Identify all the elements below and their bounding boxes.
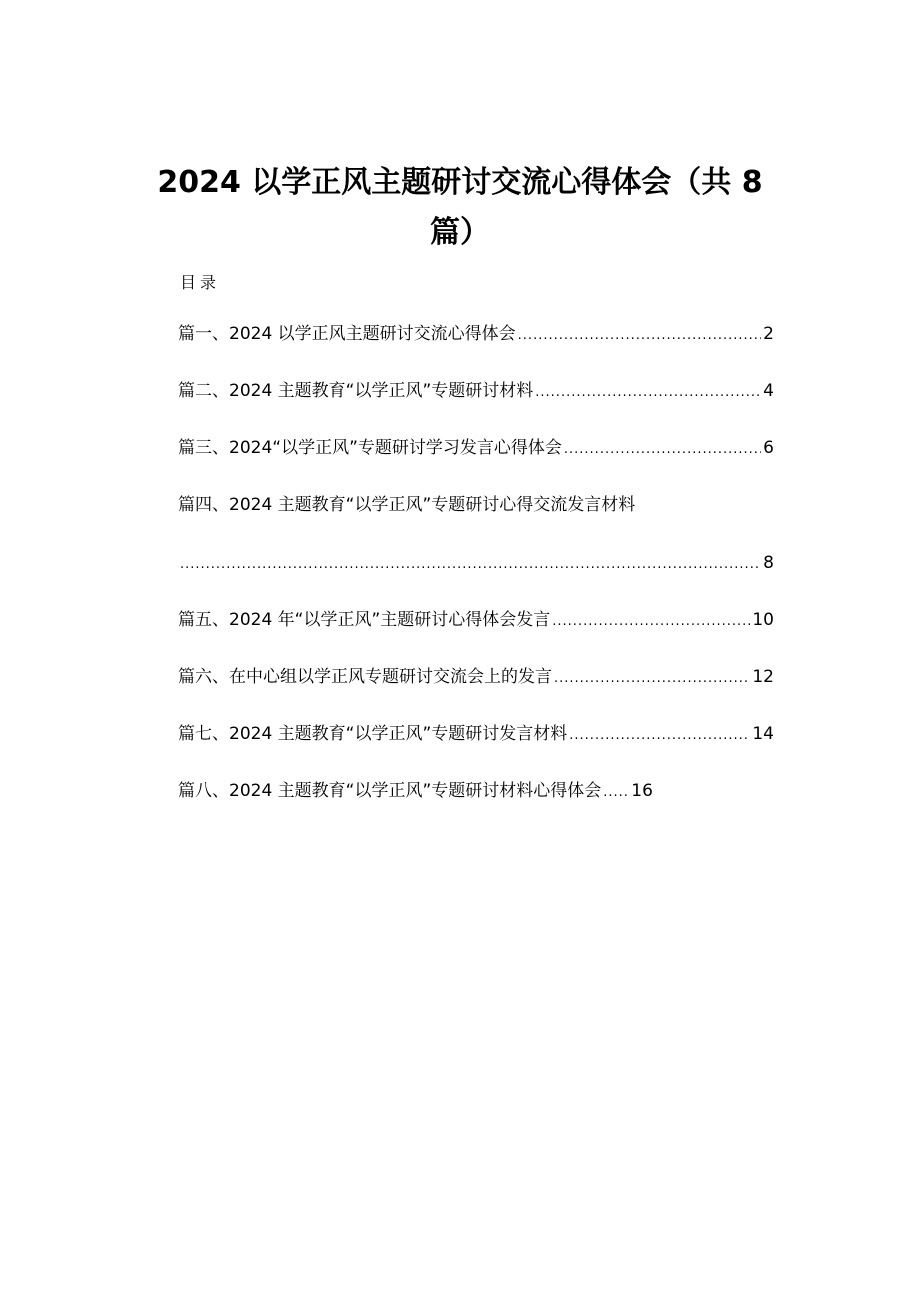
toc-entry-3[interactable]	[178, 434, 774, 462]
toc-entry-title: 篇八、2024 主题教育“以学正风”专题研讨材料心得体会	[178, 781, 602, 801]
toc-page-number: 8	[763, 553, 774, 573]
toc-entry-title: 篇三、2024“以学正风”专题研讨学习发言心得体会	[178, 438, 562, 458]
toc-entry-4[interactable]	[178, 491, 774, 577]
toc-page-number: 4	[763, 381, 774, 401]
toc-entry-7[interactable]	[178, 720, 774, 748]
toc-entry-title: 篇四、2024 主题教育“以学正风”专题研讨心得交流发言材料	[178, 495, 636, 515]
toc-page-number: 10	[752, 610, 774, 630]
table-of-contents	[178, 320, 774, 834]
toc-page-number: 12	[752, 667, 774, 687]
toc-page-number: 16	[631, 781, 653, 801]
toc-leader-dots	[603, 779, 629, 807]
toc-entry-title: 篇六、在中心组以学正风专题研讨交流会上的发言	[178, 667, 552, 687]
toc-entry-title: 篇一、2024 以学正风主题研讨交流心得体会	[178, 324, 516, 344]
toc-leader-dots	[518, 322, 762, 350]
toc-entry-title: 篇二、2024 主题教育“以学正风”专题研讨材料	[178, 381, 534, 401]
toc-leader-dots	[535, 379, 761, 407]
toc-entry-1[interactable]	[178, 320, 774, 348]
toc-leader-dots	[564, 436, 761, 464]
title-line-1: 2024 以学正风主题研讨交流心得体会（共 8	[157, 165, 763, 201]
document-title	[140, 158, 780, 258]
toc-entry-2[interactable]	[178, 377, 774, 405]
toc-page-number: 14	[752, 724, 774, 744]
title-line-2: 篇）	[430, 215, 490, 251]
toc-leader-dots	[180, 551, 761, 579]
toc-page-number: 6	[763, 438, 774, 458]
toc-entry-5[interactable]	[178, 606, 774, 634]
toc-entry-8[interactable]	[178, 777, 774, 805]
toc-page-number: 2	[763, 324, 774, 344]
toc-leader-dots	[569, 722, 750, 750]
toc-entry-title: 篇五、2024 年“以学正风”主题研讨心得体会发言	[178, 610, 551, 630]
toc-entry-title: 篇七、2024 主题教育“以学正风”专题研讨发言材料	[178, 724, 568, 744]
toc-leader-dots	[554, 665, 750, 693]
toc-entry-6[interactable]	[178, 663, 774, 691]
toc-heading: 目录	[180, 273, 221, 292]
toc-leader-dots	[552, 608, 750, 636]
